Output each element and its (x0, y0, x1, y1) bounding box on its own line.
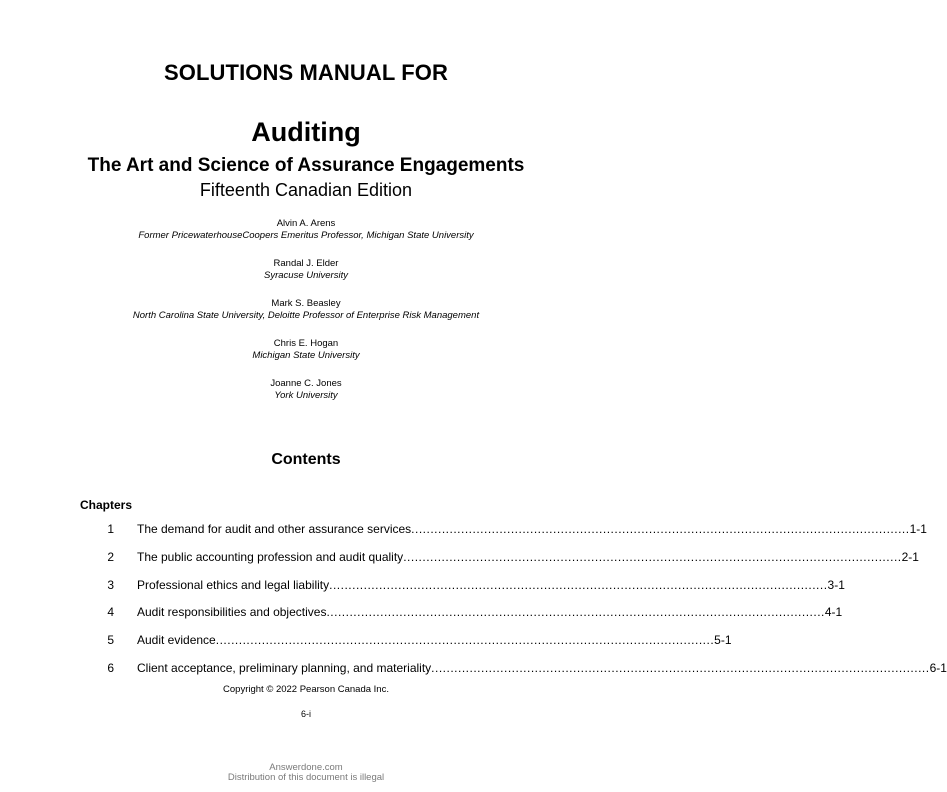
toc-row[interactable] (0, 522, 927, 538)
author-affiliation: Former PricewaterhouseCoopers Emeritus Professor, Michigan State University (138, 230, 474, 241)
author-block (0, 338, 612, 362)
toc-page-number: 3-1 (827, 578, 845, 592)
author-name: Mark S. Beasley (271, 298, 341, 309)
author-affiliation: Syracuse University (264, 270, 348, 281)
toc-chapter-title: Audit evidence (137, 633, 216, 647)
watermark-notice: Distribution of this document is illegal (227, 772, 385, 783)
toc-chapter-title: The demand for audit and other assurance services (137, 522, 412, 536)
author-block (0, 258, 612, 282)
book-edition: Fifteenth Canadian Edition (199, 180, 413, 200)
toc-chapter-number: 6 (107, 661, 114, 675)
author-block (0, 218, 612, 242)
toc-page-number: 1-1 (909, 522, 927, 536)
toc-chapter-number: 5 (107, 633, 114, 647)
solutions-manual-label: SOLUTIONS MANUAL FOR (164, 60, 448, 85)
watermark-site: Answerdone.com (269, 762, 343, 773)
contents-heading: Contents (271, 451, 341, 468)
toc-chapter-title: Audit responsibilities and objectives (137, 605, 327, 619)
toc-page-number: 6-1 (929, 661, 947, 675)
toc-leader-dots: .................................................................................................................................. (329, 578, 828, 592)
author-affiliation: North Carolina State University, Deloitte Professor of Enterprise Risk Management (132, 310, 480, 321)
toc-chapter-title: Client acceptance, preliminary planning, and materiality (137, 661, 432, 675)
author-name: Joanne C. Jones (270, 378, 342, 389)
toc-row[interactable] (0, 661, 947, 677)
toc-leader-dots: .................................................................................................................................. (411, 522, 910, 536)
copyright-notice: Copyright © 2022 Pearson Canada Inc. (223, 684, 389, 695)
toc-chapter-number: 1 (107, 522, 114, 536)
toc-leader-dots: .................................................................................................................................. (215, 633, 715, 647)
toc-leader-dots: .................................................................................................................................. (326, 605, 825, 619)
toc-chapter-title: Professional ethics and legal liability (137, 578, 330, 592)
chapters-heading: Chapters (80, 498, 133, 512)
toc-leader-dots: .................................................................................................................................. (403, 550, 902, 564)
toc-row[interactable] (0, 578, 845, 594)
author-name: Chris E. Hogan (273, 338, 339, 349)
toc-row[interactable] (0, 550, 919, 566)
toc-page-number: 5-1 (714, 633, 732, 647)
book-title: Auditing (251, 117, 361, 147)
author-block (0, 378, 612, 402)
toc-row[interactable] (0, 605, 843, 621)
toc-leader-dots: .................................................................................................................................. (431, 661, 930, 675)
toc-chapter-number: 2 (107, 550, 114, 564)
toc-chapter-number: 4 (107, 605, 114, 619)
toc-chapter-title: The public accounting profession and audit quality (137, 550, 404, 564)
toc-page-number: 2-1 (901, 550, 919, 564)
author-name: Randal J. Elder (273, 258, 339, 269)
book-subtitle: The Art and Science of Assurance Engagements (87, 155, 525, 176)
page-number: 6-i (300, 709, 311, 719)
toc-chapter-number: 3 (107, 578, 114, 592)
author-name: Alvin A. Arens (276, 218, 336, 229)
author-block (0, 298, 612, 322)
toc-page-number: 4-1 (824, 605, 843, 619)
author-affiliation: York University (274, 390, 338, 401)
author-affiliation: Michigan State University (252, 350, 360, 361)
toc-row[interactable] (0, 633, 732, 649)
